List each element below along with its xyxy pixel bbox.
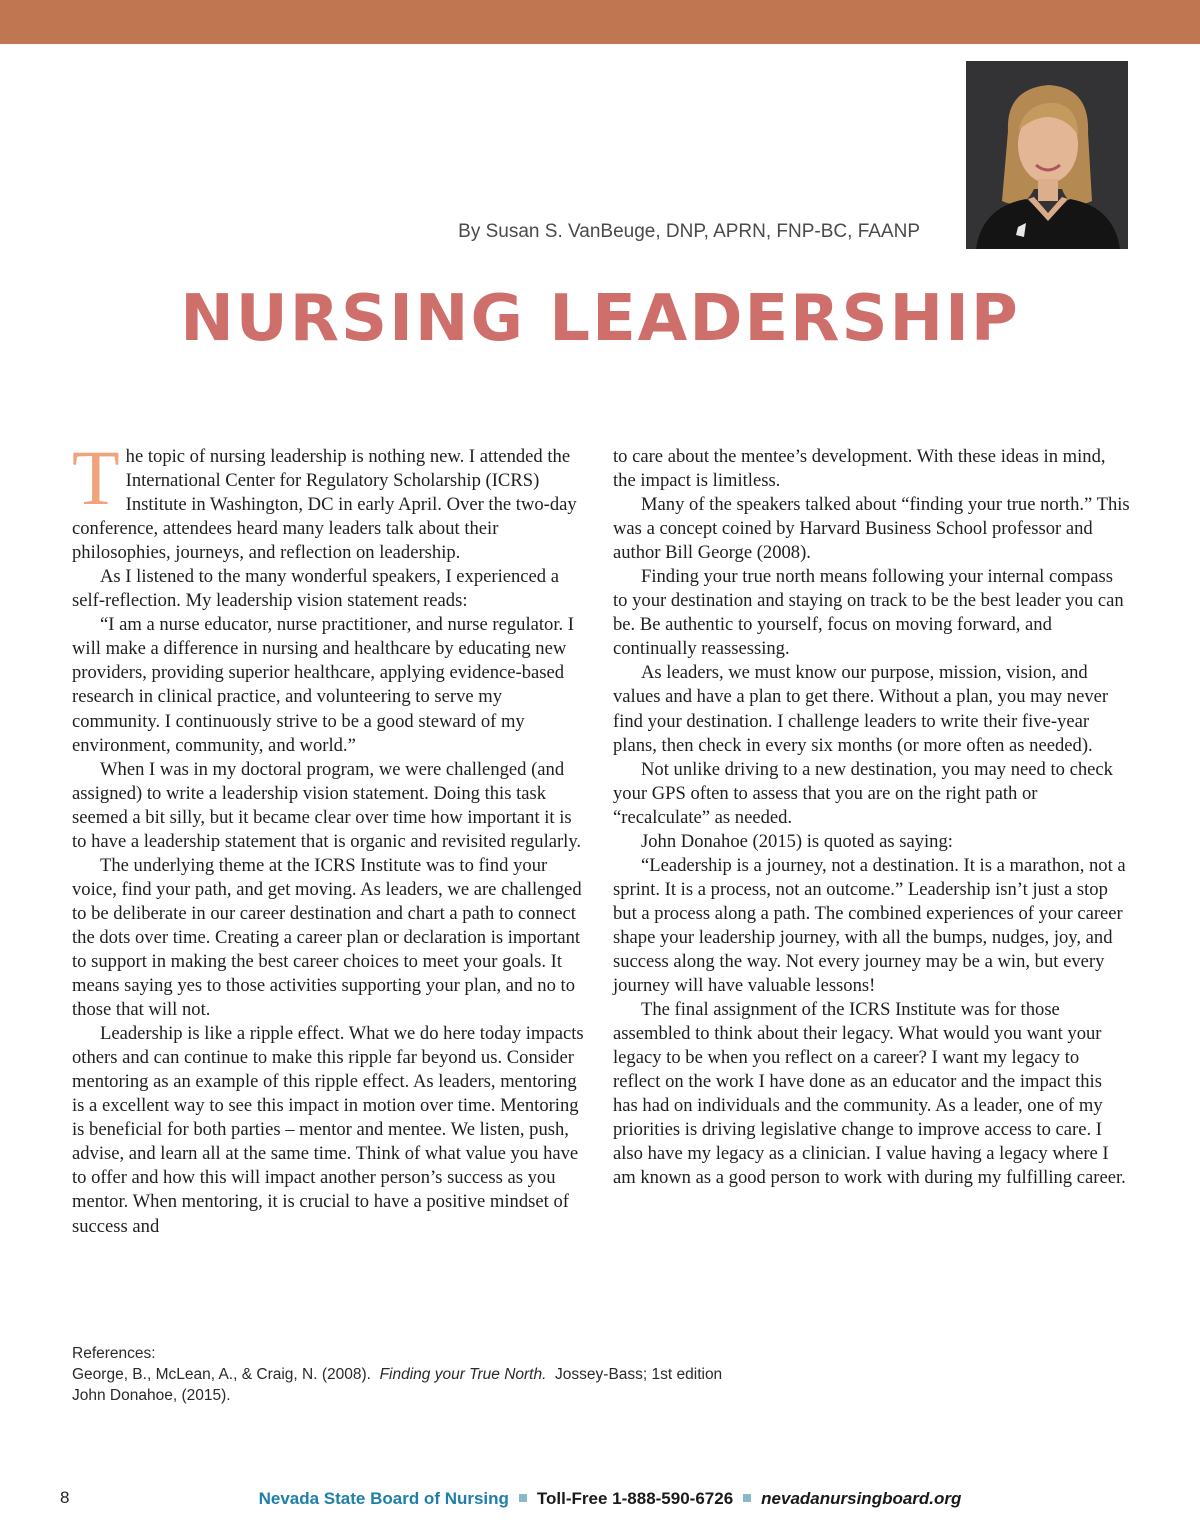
- reference-authors: George, B., McLean, A., & Craig, N. (2008).: [72, 1366, 371, 1383]
- drop-cap: T: [72, 434, 120, 521]
- footer-website-link[interactable]: nevadanursingboard.org: [761, 1489, 962, 1508]
- article-paragraph: When I was in my doctoral program, we were challenged (and assigned) to write a leadership vision statement. Doing this task seemed a bit silly, but it became clear over time how important it is to have a leadership statement that is organic and revisited regularly.: [72, 758, 582, 852]
- donahoe-quote: “Leadership is a journey, not a destination. It is a marathon, not a sprint. It is a process, not an outcome.” Leadership isn’t just a stop but a process along a path. The combined experiences of your career shape your leadership journey, with all the bumps, nudges, joy, and success along the way. Not every journey may be a win, but every journey will have valuable lessons!: [613, 854, 1126, 997]
- square-bullet-icon: [519, 1494, 527, 1502]
- article-paragraph: As leaders, we must know our purpose, mission, vision, and values and have a plan to get there. Without a plan, you may never find your destination. I challenge leaders to write their five-year plans, then check in every six months (or more often as needed).: [613, 662, 1109, 756]
- article-paragraph-continued: to care about the mentee’s development. With these ideas in mind, the impact is limitless.: [613, 446, 1106, 492]
- top-accent-bar: [0, 0, 1200, 44]
- article-paragraph: Many of the speakers talked about “finding your true north.” This was a concept coined by Harvard Business School professor and author Bill George (2008).: [613, 494, 1130, 564]
- reference-item: John Donahoe, (2015).: [72, 1387, 231, 1404]
- author-photo: [966, 61, 1128, 249]
- footer-phone: Toll-Free 1-888-590-6726: [536, 1489, 734, 1508]
- page-number: 8: [60, 1488, 70, 1507]
- article-paragraph: [72, 434, 589, 565]
- first-paragraph-text: he topic of nursing leadership is nothing new. I attended the International Center for Regulatory Scholarship (ICRS) Institute in Washington, DC in early April. Over the two-day conference, attendees heard many leaders talk about their philosophies, journeys, and reflection on leadership.: [72, 446, 577, 564]
- article-paragraph: The final assignment of the ICRS Institute was for those assembled to think about their legacy. What would you want your legacy to be when you reflect on a career? I want my legacy to reflect on the work I have done as an educator and the impact this has had on individuals and the community. As a leader, one of my priorities is driving legislative change to improve access to care. I also have my legacy as a clinician. I value having a legacy where I am known as a good person to work with during my fulfilling career.: [613, 999, 1126, 1189]
- article-title: NURSING LEADERSHIP: [180, 282, 1020, 356]
- article-column-right: [613, 445, 1130, 1190]
- article-paragraph: John Donahoe (2015) is quoted as saying:: [641, 830, 953, 852]
- article-paragraph: The underlying theme at the ICRS Institute was to find your voice, find your path, and get moving. As leaders, we are challenged to be deliberate in our career destination and chart a path to connect the dots over time. Creating a career plan or declaration is important to support in making the best career choices to meet your goals. It means saying yes to those activities supporting your plan, and no to those that will not.: [72, 854, 582, 1021]
- footer: [0, 1489, 1200, 1509]
- reference-title: Finding your True North.: [379, 1366, 547, 1383]
- references-heading: References:: [72, 1345, 156, 1362]
- article-paragraph: Not unlike driving to a new destination, you may need to check your GPS often to assess that you are on the right path or “recalculate” as needed.: [613, 758, 1113, 828]
- author-portrait-illustration: [966, 61, 1128, 249]
- footer-org-name: Nevada State Board of Nursing: [258, 1489, 509, 1508]
- article-paragraph: Leadership is like a ripple effect. What we do here today impacts others and can continue to make this ripple far beyond us. Consider mentoring as an example of this ripple effect. As leaders, mentoring is a excellent way to see this impact in motion over time. Mentoring is beneficial for both parties – mentor and mentee. We listen, push, advise, and learn all at the same time. Think of what value you have to offer and how this will impact another person’s success as you mentor. When mentoring, it is crucial to have a positive mindset of success and: [72, 1023, 584, 1237]
- byline: By Susan S. VanBeuge, DNP, APRN, FNP-BC, FAANP: [458, 221, 920, 242]
- article-paragraph: As I listened to the many wonderful speakers, I experienced a self-reflection. My leadership vision statement reads:: [72, 566, 559, 612]
- vision-statement-quote: “I am a nurse educator, nurse practitioner, and nurse regulator. I will make a difference in nursing and healthcare by educating new providers, providing superior healthcare, applying evidence-based research in clinical practice, and volunteering to serve my community. I continuously strive to be a good steward of my environment, community, and world.”: [72, 614, 575, 756]
- reference-publisher: Jossey-Bass; 1st edition: [555, 1366, 723, 1383]
- square-bullet-icon: [743, 1494, 751, 1502]
- article-column-left: [72, 434, 589, 1239]
- references: [72, 1343, 872, 1406]
- reference-item: [72, 1364, 872, 1385]
- article-paragraph: Finding your true north means following your internal compass to your destination and staying on track to be the best leader you can be. Be authentic to yourself, focus on moving forward, and continually reassessing.: [613, 566, 1124, 660]
